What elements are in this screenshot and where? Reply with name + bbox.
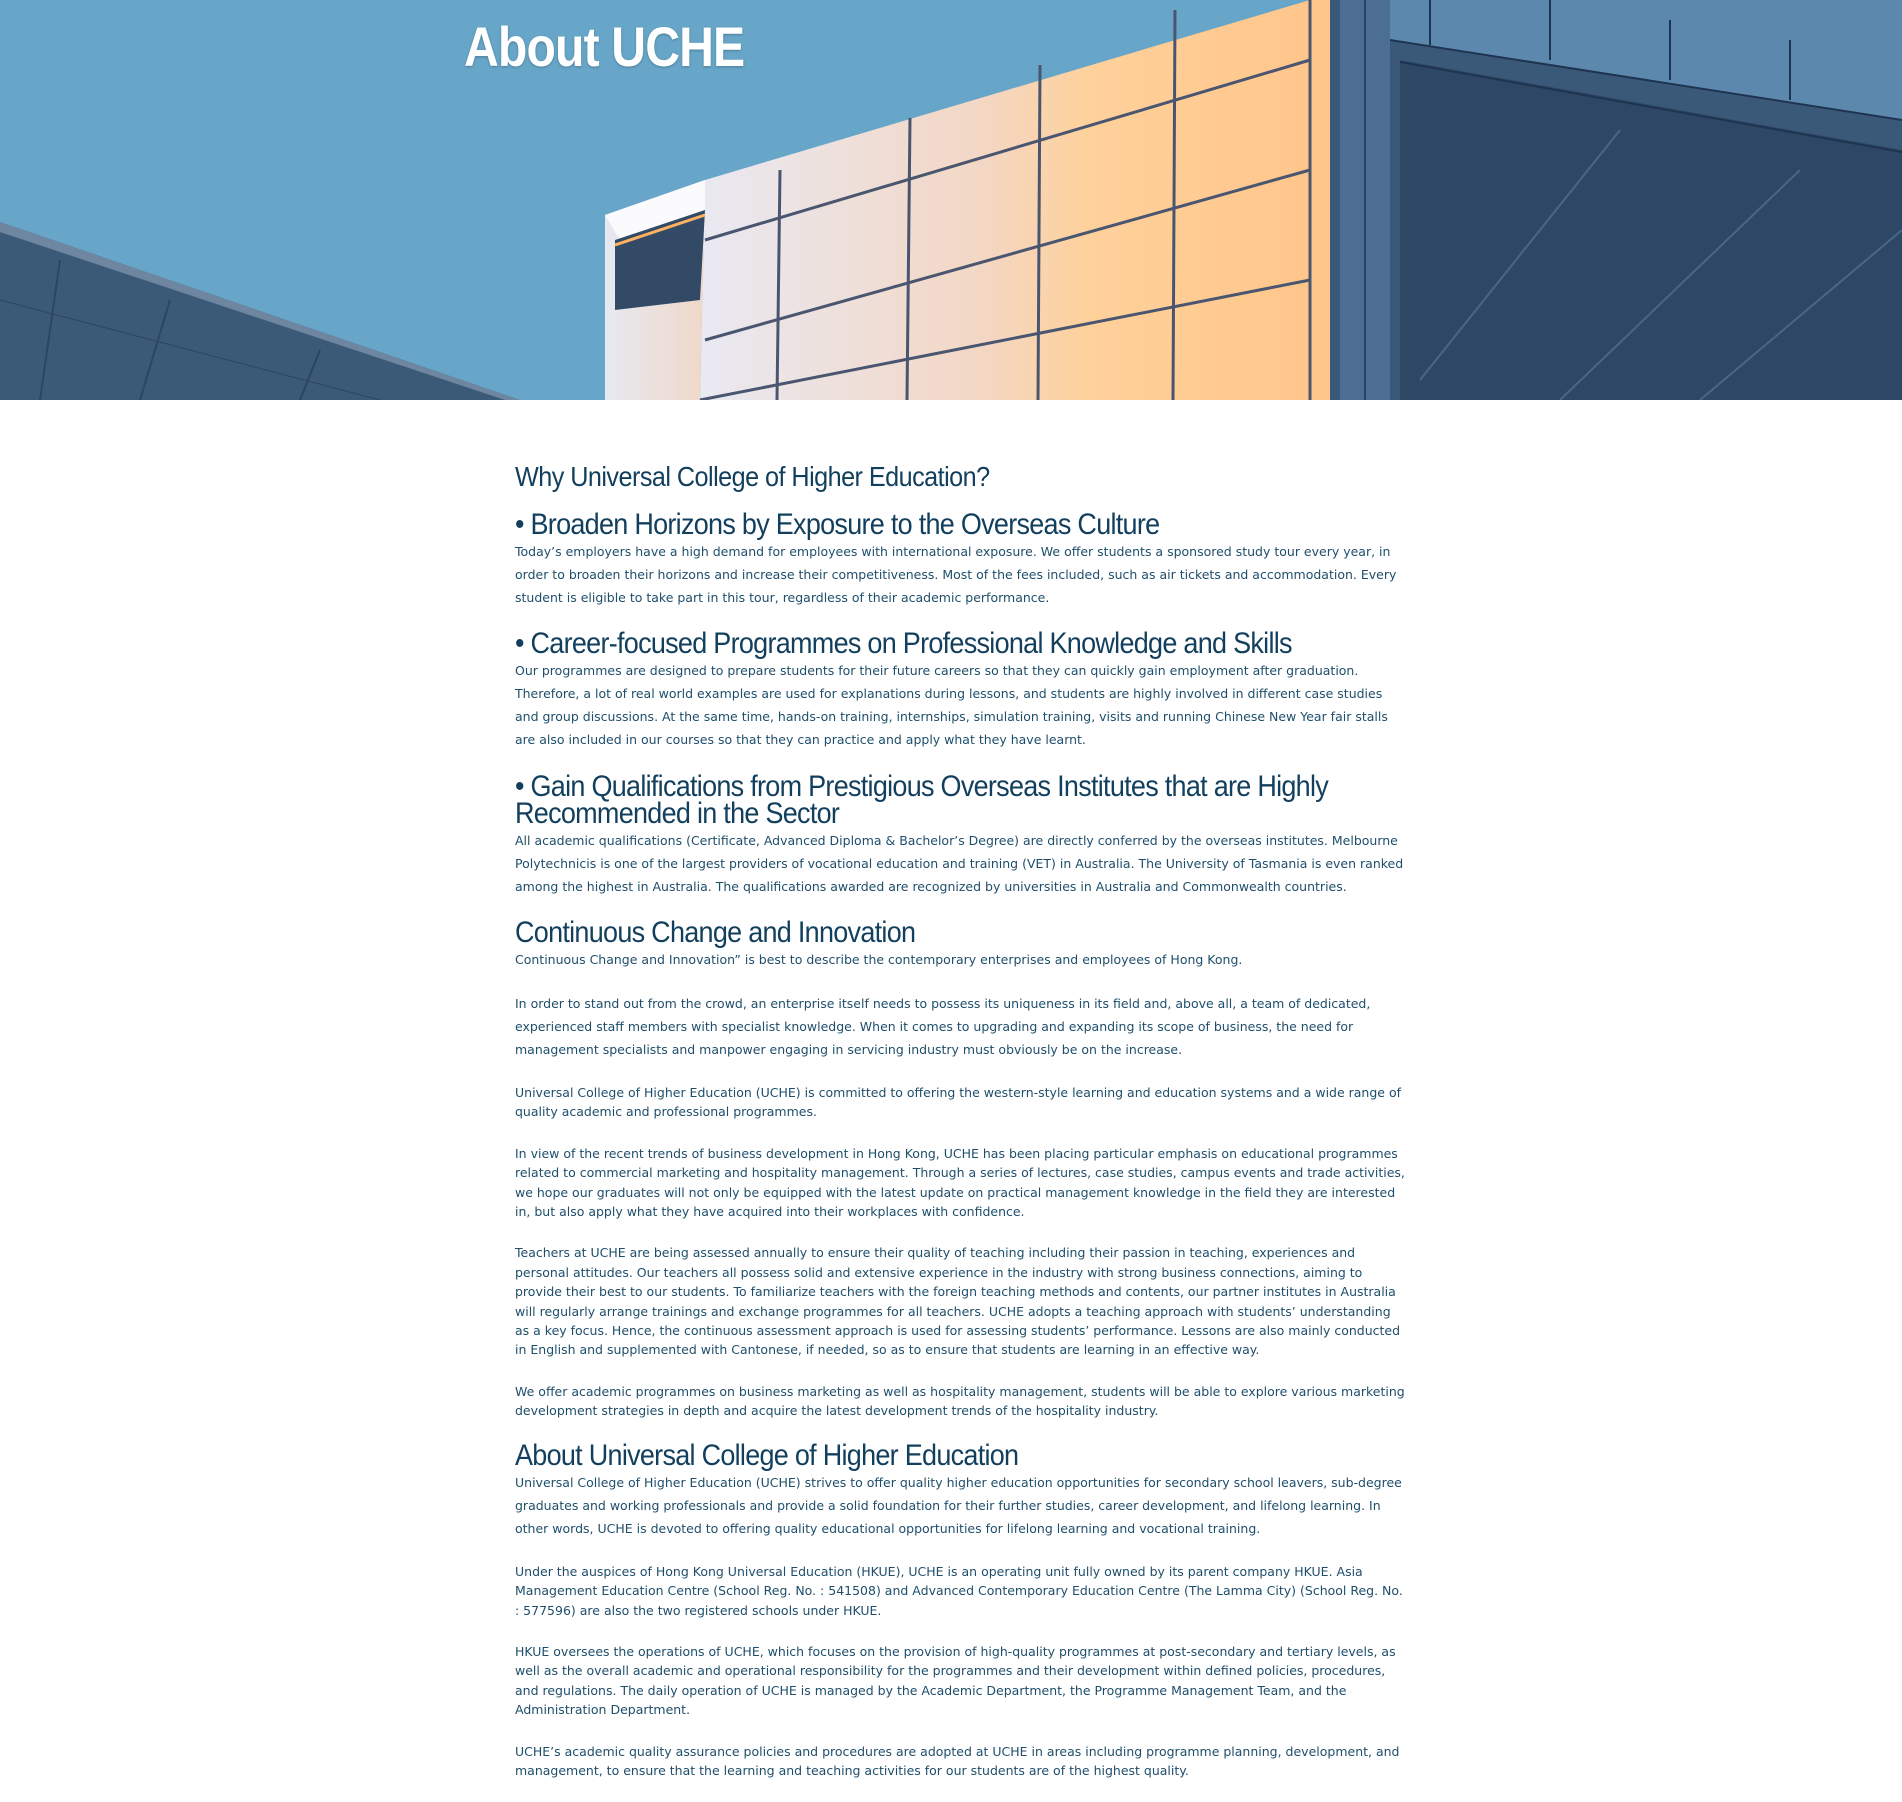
section-paragraph: Universal College of Higher Education (UCHE) strives to offer quality higher education opportunities for secondary school leavers, sub-degree graduates and working professionals and provide a solid foundation for their further studies, career development, and lifelong learning. In other words, UCHE is devoted to offering quality educational opportunities for lifelong learning and vocational training.	[515, 1474, 1402, 1536]
section-career-focused	[515, 627, 1405, 751]
section-qualifications	[515, 770, 1405, 898]
section-paragraph: All academic qualifications (Certificate, Advanced Diploma & Bachelor’s Degree) are directly conferred by the overseas institutes. Melbourne Polytechnicis is one of the largest providers of vocational education and training (VET) in Australia. The University of Tasmania is even ranked among the highest in Australia. The qualifications awarded are recognized by universities in Australia and Commonwealth countries.	[515, 833, 1404, 894]
section-heading: • Career-focused Programmes on Professional Knowledge and Skills	[515, 627, 1292, 660]
section-heading: About Universal College of Higher Education	[515, 1438, 1019, 1472]
section-broaden-horizons	[515, 508, 1405, 609]
main-content	[515, 460, 1405, 1802]
hero-building-image	[0, 0, 1902, 400]
section-heading: • Broaden Horizons by Exposure to the Overseas Culture	[515, 508, 1160, 541]
section-paragraph: Continuous Change and Innovation” is best to describe the contemporary enterprises and employees of Hong Kong.	[515, 952, 1243, 967]
section-paragraph: We offer academic programmes on business marketing as well as hospitality management, students will be able to explore various marketing development strategies in depth and acquire the latest development trends of the hospitality industry.	[515, 1383, 1405, 1419]
section-paragraph: Today’s employers have a high demand for employees with international exposure. We offer students a sponsored study tour every year, in order to broaden their horizons and increase their competitiveness. Most of the fees included, such as air tickets and accommodation. Every student is eligible to take part in this tour, regardless of their academic performance.	[515, 544, 1397, 605]
section-paragraph: Under the auspices of Hong Kong Universal Education (HKUE), UCHE is an operating unit fully owned by its parent company HKUE. Asia Management Education Centre (School Reg. No. : 541508) and Advanced Contemporary Education Centre (The Lamma City) (School Reg. No. : 577596) are also the two registered schools under HKUE.	[515, 1563, 1403, 1618]
page-title: About UCHE	[464, 15, 745, 78]
section-paragraph: Universal College of Higher Education (UCHE) is committed to offering the western-style learning and education systems and a wide range of quality academic and professional programmes.	[515, 1085, 1402, 1120]
section-about-uche	[515, 1438, 1405, 1781]
section-paragraph: In order to stand out from the crowd, an enterprise itself needs to possess its uniqueness in its field and, above all, a team of dedicated, experienced staff members with specialist knowledge. When it comes to upgrading and expanding its scope of business, the need for management specialists and manpower engaging in servicing industry must obviously be on the increase.	[515, 996, 1371, 1057]
section-paragraph: UCHE’s academic quality assurance policies and procedures are adopted at UCHE in areas including programme planning, development, and management, to ensure that the learning and teaching activities for our students are of the highest quality.	[515, 1743, 1400, 1778]
section-continuous-change	[515, 916, 1405, 1421]
intro-heading: Why Universal College of Higher Education?	[515, 461, 990, 492]
section-paragraph: Teachers at UCHE are being assessed annually to ensure their quality of teaching including their passion in teaching, experiences and personal attitudes. Our teachers all possess solid and extensive experience in the industry with strong business connections, aiming to provide their best to our students. To familiarize teachers with the foreign teaching methods and contents, our partner institutes in Australia will regularly arrange trainings and exchange programmes for all teachers. UCHE adopts a teaching approach with students’ understanding as a key focus. Hence, the continuous assessment approach is used for assessing students’ performance. Lessons are also mainly conducted in English and supplemented with Cantonese, if needed, so as to ensure that students are learning in an effective way.	[515, 1245, 1401, 1358]
section-heading: • Gain Qualifications from Prestigious Overseas Institutes that are Highly Recommended in the Sector	[515, 770, 1329, 830]
section-paragraph: HKUE oversees the operations of UCHE, which focuses on the provision of high-quality programmes at post-secondary and tertiary levels, as well as the overall academic and operational responsibility for the programmes and their development within defined policies, procedures, and regulations. The daily operation of UCHE is managed by the Academic Department, the Programme Management Team, and the Administration Department.	[515, 1643, 1396, 1718]
section-heading: Continuous Change and Innovation	[515, 916, 916, 949]
section-paragraph: In view of the recent trends of business development in Hong Kong, UCHE has been placing particular emphasis on educational programmes related to commercial marketing and hospitality management. Through a series of lectures, case studies, campus events and trade activities, we hope our graduates will not only be equipped with the latest update on practical management knowledge in the field they are interested in, but also apply what they have acquired into their workplaces with confidence.	[515, 1145, 1405, 1220]
section-paragraph: Our programmes are designed to prepare students for their future careers so that they can quickly gain employment after graduation. Therefore, a lot of real world examples are used for explanations during lessons, and students are highly involved in different case studies and group discussions. At the same time, hands-on training, internships, simulation training, visits and running Chinese New Year fair stalls are also included in our courses so that they can practice and apply what they have learnt.	[515, 663, 1388, 747]
hero-banner	[0, 0, 1902, 400]
